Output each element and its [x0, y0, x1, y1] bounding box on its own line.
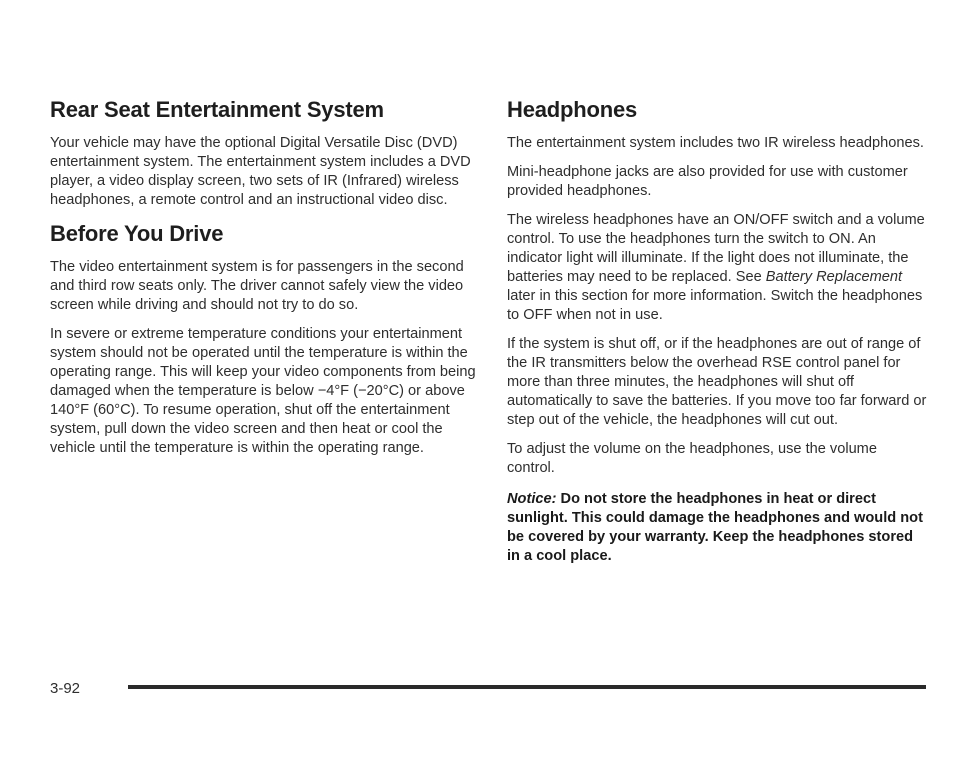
intro-paragraph: Your vehicle may have the optional Digital Versatile Disc (DVD) entertainment system. The entertainment system includes a DVD player, a video display screen, two sets of IR (Infrared) wireless headphones, a remote control and an instructional video disc. [50, 135, 471, 208]
passenger-paragraph: The video entertainment system is for passengers in the second and third row seats only. The driver cannot safely view the video screen while driving and should not try to do so. [50, 259, 464, 313]
section-heading-rear-seat-entertainment: Rear Seat Entertainment System [50, 97, 384, 122]
right-column [507, 96, 927, 576]
section-heading-before-you-drive: Before You Drive [50, 221, 224, 246]
on-off-text-a: The wireless headphones have an ON/OFF switch and a volume control. To use the headphones turn the switch to ON. An indicator light will illuminate. If the light does not illuminate, the batteries may need to be replaced. See [507, 212, 925, 285]
section-heading-headphones: Headphones [507, 97, 638, 122]
page-number: 3-92 [50, 680, 81, 697]
headphones-intro-paragraph: The entertainment system includes two IR wireless headphones. [507, 135, 924, 151]
mini-jack-paragraph: Mini-headphone jacks are also provided for use with customer provided headphones. [507, 164, 908, 199]
temperature-paragraph: In severe or extreme temperature conditions your entertainment system should not be operated until the temperature is within the operating range. This will keep your video components from being damaged when the temperature is below −4°F (−20°C) or above 140°F (60°C). To resume operation, shut off the entertainment system, pull down the video screen and then heat or cool the vehicle until the temperature is within the operating range. [50, 326, 476, 456]
on-off-text-b: later in this section for more information. Switch the headphones to OFF when not in use. [507, 288, 923, 323]
notice-label: Notice: [507, 491, 557, 507]
battery-replacement-reference: Battery Replacement [765, 269, 903, 285]
notice-paragraph [507, 490, 927, 566]
auto-shutoff-paragraph: If the system is shut off, or if the headphones are out of range of the IR transmitters below the overhead RSE control panel for more than three minutes, the headphones will shut off automatically to save the batteries. If you move too far forward or step out of the vehicle, the headphones will cut out. [507, 336, 927, 428]
footer-divider [128, 685, 926, 689]
left-column [50, 96, 480, 468]
notice-text: Do not store the headphones in heat or direct sunlight. This could damage the headphones and would not be covered by your warranty. Keep the headphones stored in a cool place. [507, 491, 923, 564]
on-off-paragraph [507, 211, 927, 325]
volume-paragraph: To adjust the volume on the headphones, use the volume control. [507, 441, 877, 476]
